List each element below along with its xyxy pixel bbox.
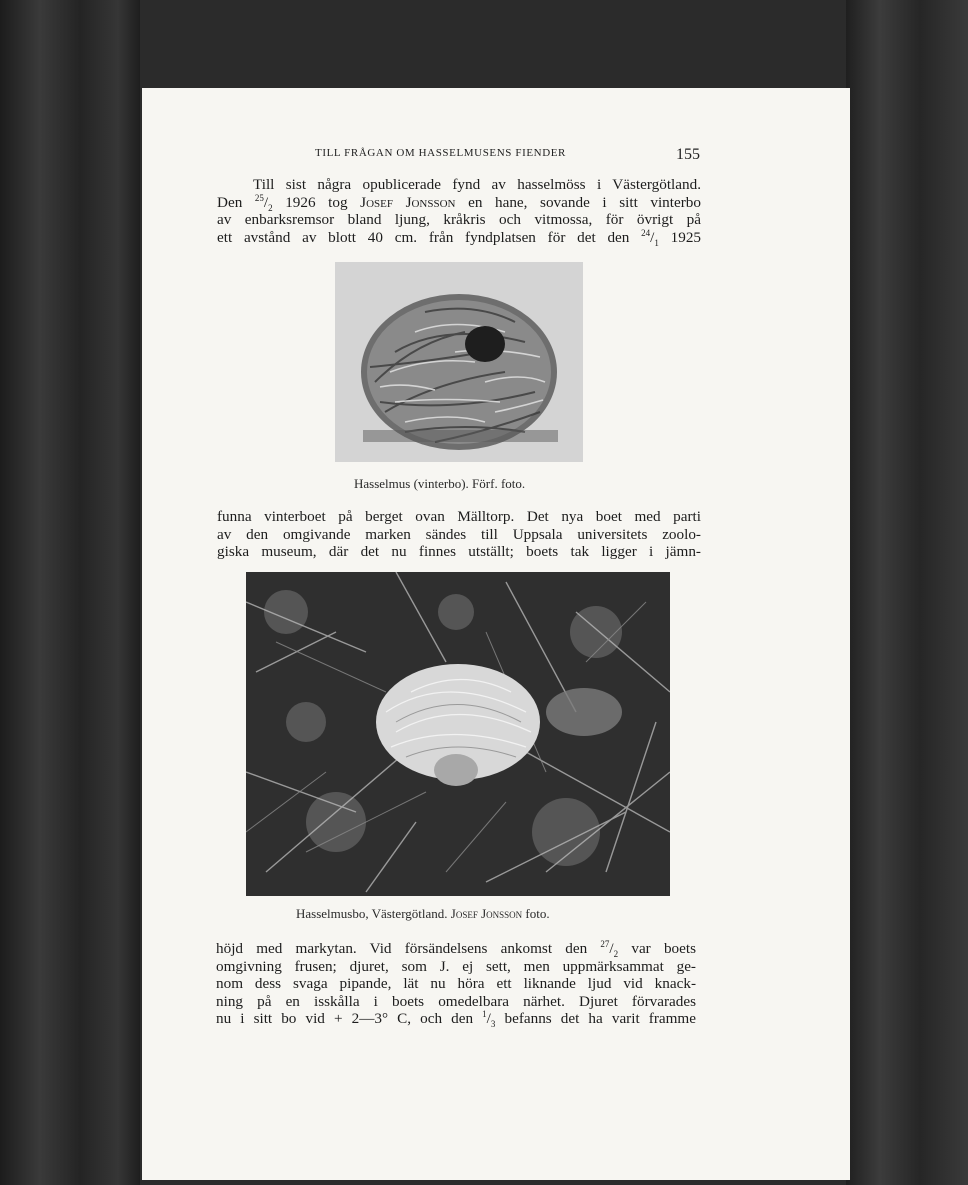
text-line: nom dess svaga pipande, lät nu höra ett liknande ljud vid knack-: [216, 975, 696, 993]
text-line: ett avstånd av blott 40 cm. från fyndplatsen för det den $^{24}/_1$ 1925: [217, 227, 702, 248]
running-title: TILL FRÅGAN OM HASSELMUSENS FIENDER: [315, 147, 566, 159]
figure-1-caption: Hasselmus (vinterbo). Förf. foto.: [354, 476, 526, 491]
text-line: av den omgivande marken sändes till Uppsala universitets zoolo-: [217, 525, 701, 543]
text-line: nu i sitt bo vid + 2—3° C, och den $^1/_3$ befanns det ha varit framme: [216, 1009, 696, 1030]
ground-nest-photo: [246, 572, 670, 896]
text-line: funna vinterboet på berget ovan Mälltorp. Det nya boet med parti: [217, 508, 701, 525]
text-line: giska museum, där det nu finnes utställt; boets tak ligger i jämn-: [217, 543, 701, 561]
page-number: 155: [676, 146, 700, 163]
text-line: omgivning frusen; djuret, som J. ej sett, men uppmärksammat ge-: [216, 957, 696, 975]
text-line: Den $^{25}/_2$ 1926 tog Josef Jonsson en hane, sovande i sitt vinterbo: [217, 192, 701, 213]
photographer-name: Josef Jonsson: [450, 906, 523, 921]
text-line: höjd med markytan. Vid försändelsens ankomst den $^{27}/_2$ var boets: [216, 939, 697, 960]
paragraph-3: [216, 940, 696, 1028]
text-line: Till sist några opublicerade fynd av hasselmöss i Västergötland.: [253, 176, 701, 193]
figure-2-caption: Hasselmusbo, Västergötland. Josef Jonsson foto.: [296, 906, 550, 921]
winter-nest-photo: [335, 262, 583, 462]
text-line: av enbarksremsor bland ljung, kråkris och vitmossa, för övrigt på: [217, 211, 701, 229]
author-name: Josef Jonsson: [360, 193, 456, 211]
text-line: ning på en isskålla i boets omedelbara närhet. Djuret förvarades: [216, 992, 696, 1010]
paragraph-2: [217, 508, 701, 561]
paragraph-1: [217, 176, 701, 246]
